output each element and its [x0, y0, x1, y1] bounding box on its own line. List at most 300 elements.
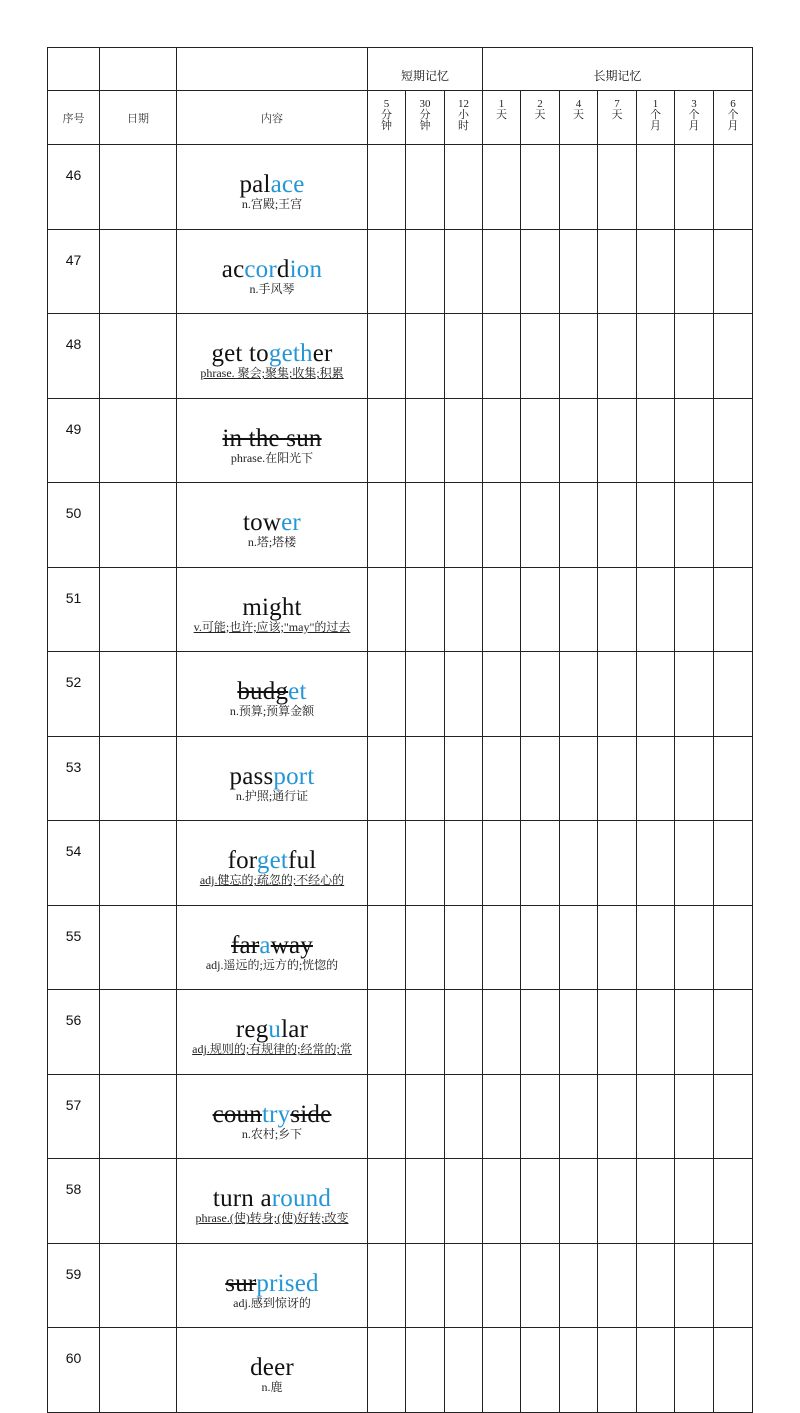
row-number: 57 — [48, 1074, 100, 1159]
review-checkbox-cell[interactable] — [598, 1074, 637, 1159]
interval-header-text: 时 — [458, 120, 470, 132]
vocabulary-word — [177, 1017, 367, 1043]
word-fragment: in the sun — [222, 424, 322, 452]
interval-header-text: 7 — [614, 98, 620, 110]
word-fragment: ace — [270, 171, 305, 199]
review-checkbox-cell[interactable] — [406, 145, 445, 230]
word-meaning: n.护照;通行证 — [235, 788, 309, 803]
review-checkbox-cell[interactable] — [483, 229, 521, 314]
word-cell — [177, 1159, 368, 1244]
interval-header-text: 天 — [534, 109, 546, 121]
word-fragment: sur — [225, 1269, 257, 1297]
review-checkbox-cell[interactable] — [483, 483, 521, 568]
header-blank — [177, 48, 368, 91]
row-number: 51 — [48, 567, 100, 652]
review-checkbox-cell[interactable] — [483, 1328, 521, 1413]
word-meaning: adj.健忘的;疏忽的;不经心的 — [199, 873, 345, 888]
vocabulary-word — [177, 1355, 367, 1381]
row-number: 48 — [48, 314, 100, 399]
table-row — [48, 821, 753, 906]
short-term-header: 短期记忆 — [368, 48, 483, 91]
review-checkbox-cell[interactable] — [406, 736, 445, 821]
review-checkbox-cell[interactable] — [637, 567, 675, 652]
word-cell — [177, 314, 368, 399]
date-cell[interactable] — [100, 1159, 177, 1244]
review-checkbox-cell[interactable] — [406, 314, 445, 399]
review-checkbox-cell[interactable] — [637, 736, 675, 821]
review-checkbox-cell[interactable] — [406, 483, 445, 568]
review-checkbox-cell[interactable] — [560, 736, 598, 821]
review-checkbox-cell[interactable] — [483, 1159, 521, 1244]
word-fragment: er — [281, 509, 301, 537]
interval-header-text: 个 — [650, 109, 662, 121]
interval-header — [368, 91, 406, 145]
review-checkbox-cell[interactable] — [675, 821, 714, 906]
word-fragment: might — [242, 593, 302, 621]
review-checkbox-cell[interactable] — [598, 567, 637, 652]
word-cell — [177, 483, 368, 568]
review-checkbox-cell[interactable] — [368, 1243, 406, 1328]
review-checkbox-cell[interactable] — [368, 229, 406, 314]
review-checkbox-cell[interactable] — [521, 145, 560, 230]
review-checkbox-cell[interactable] — [637, 229, 675, 314]
review-checkbox-cell[interactable] — [368, 990, 406, 1075]
review-checkbox-cell[interactable] — [521, 1328, 560, 1413]
word-cell — [177, 398, 368, 483]
review-checkbox-cell[interactable] — [445, 398, 483, 483]
table-row — [48, 1074, 753, 1159]
review-checkbox-cell[interactable] — [714, 567, 753, 652]
review-checkbox-cell[interactable] — [637, 1074, 675, 1159]
word-fragment: try — [261, 1100, 291, 1128]
table-row — [48, 145, 753, 230]
review-checkbox-cell[interactable] — [368, 1159, 406, 1244]
interval-header-text: 月 — [650, 120, 662, 132]
review-checkbox-cell[interactable] — [406, 1243, 445, 1328]
word-meaning: phrase.(使)转身;(使)好转;改变 — [195, 1211, 349, 1226]
review-checkbox-cell[interactable] — [637, 1159, 675, 1244]
vocabulary-word — [177, 595, 367, 621]
word-fragment: pal — [239, 171, 271, 199]
row-number: 54 — [48, 821, 100, 906]
review-checkbox-cell[interactable] — [714, 145, 753, 230]
review-checkbox-cell[interactable] — [445, 1074, 483, 1159]
review-checkbox-cell[interactable] — [598, 821, 637, 906]
word-fragment: et — [288, 678, 307, 706]
word-meaning: phrase. 聚会;聚集;收集;积累 — [200, 366, 344, 381]
review-checkbox-cell[interactable] — [521, 1159, 560, 1244]
review-checkbox-cell[interactable] — [483, 1243, 521, 1328]
table-row — [48, 398, 753, 483]
review-checkbox-cell[interactable] — [483, 145, 521, 230]
index-column-header: 序号 — [48, 91, 100, 145]
table-row — [48, 1159, 753, 1244]
word-cell — [177, 905, 368, 990]
date-cell[interactable] — [100, 652, 177, 737]
word-fragment: way — [270, 931, 313, 959]
word-meaning: n.塔;塔楼 — [247, 535, 297, 550]
review-checkbox-cell[interactable] — [598, 905, 637, 990]
review-checkbox-cell[interactable] — [637, 652, 675, 737]
word-meaning: n.宫殿;王宫 — [241, 197, 303, 212]
word-cell — [177, 229, 368, 314]
review-checkbox-cell[interactable] — [637, 398, 675, 483]
review-checkbox-cell[interactable] — [675, 145, 714, 230]
date-cell[interactable] — [100, 1074, 177, 1159]
word-cell — [177, 567, 368, 652]
review-checkbox-cell[interactable] — [560, 398, 598, 483]
review-checkbox-cell[interactable] — [521, 990, 560, 1075]
vocabulary-word — [177, 172, 367, 198]
review-checkbox-cell[interactable] — [368, 483, 406, 568]
interval-header-text: 5 — [383, 98, 390, 110]
interval-header-text: 12 — [458, 98, 470, 110]
review-checkbox-cell[interactable] — [521, 483, 560, 568]
review-checkbox-cell[interactable] — [637, 821, 675, 906]
review-checkbox-cell[interactable] — [521, 905, 560, 990]
review-checkbox-cell[interactable] — [406, 567, 445, 652]
review-checkbox-cell[interactable] — [483, 314, 521, 399]
review-checkbox-cell[interactable] — [406, 905, 445, 990]
review-checkbox-cell[interactable] — [598, 314, 637, 399]
interval-header-text: 6 — [730, 98, 736, 110]
word-fragment: round — [271, 1185, 332, 1213]
review-checkbox-cell[interactable] — [521, 314, 560, 399]
review-checkbox-cell[interactable] — [637, 905, 675, 990]
word-meaning: n.农村;乡下 — [241, 1126, 303, 1141]
review-checkbox-cell[interactable] — [598, 1328, 637, 1413]
row-number: 46 — [48, 145, 100, 230]
review-checkbox-cell[interactable] — [637, 314, 675, 399]
review-checkbox-cell[interactable] — [560, 821, 598, 906]
review-checkbox-cell[interactable] — [714, 314, 753, 399]
review-checkbox-cell[interactable] — [560, 314, 598, 399]
word-cell — [177, 1328, 368, 1413]
review-checkbox-cell[interactable] — [637, 483, 675, 568]
interval-header — [637, 91, 675, 145]
date-cell[interactable] — [100, 145, 177, 230]
review-checkbox-cell[interactable] — [675, 1074, 714, 1159]
review-checkbox-cell[interactable] — [675, 905, 714, 990]
review-checkbox-cell[interactable] — [714, 736, 753, 821]
review-checkbox-cell[interactable] — [560, 1074, 598, 1159]
word-meaning: adj.感到惊讶的 — [233, 1295, 311, 1310]
interval-header — [406, 91, 445, 145]
word-meaning: n.鹿 — [261, 1380, 283, 1395]
review-checkbox-cell[interactable] — [445, 314, 483, 399]
review-checkbox-cell[interactable] — [560, 1328, 598, 1413]
review-checkbox-cell[interactable] — [445, 1243, 483, 1328]
review-checkbox-cell[interactable] — [598, 398, 637, 483]
review-checkbox-cell[interactable] — [637, 990, 675, 1075]
review-checkbox-cell[interactable] — [445, 1328, 483, 1413]
review-checkbox-cell[interactable] — [637, 145, 675, 230]
word-fragment: u — [268, 1016, 282, 1044]
word-meaning: adj.规则的;有规律的;经常的;常 — [192, 1042, 352, 1057]
word-fragment: get — [256, 847, 289, 875]
word-fragment: er — [312, 340, 333, 368]
review-checkbox-cell[interactable] — [675, 1328, 714, 1413]
vocabulary-word — [177, 848, 367, 874]
word-cell — [177, 652, 368, 737]
word-fragment: coun — [212, 1100, 262, 1128]
word-cell — [177, 990, 368, 1075]
review-checkbox-cell[interactable] — [368, 1074, 406, 1159]
review-checkbox-cell[interactable] — [445, 483, 483, 568]
review-checkbox-cell[interactable] — [483, 821, 521, 906]
interval-header — [521, 91, 560, 145]
review-checkbox-cell[interactable] — [560, 990, 598, 1075]
interval-header-text: 钟 — [419, 120, 431, 132]
word-cell — [177, 1243, 368, 1328]
word-fragment: prised — [256, 1269, 319, 1297]
interval-header — [598, 91, 637, 145]
row-number: 60 — [48, 1328, 100, 1413]
row-number: 58 — [48, 1159, 100, 1244]
date-cell[interactable] — [100, 821, 177, 906]
review-checkbox-cell[interactable] — [368, 145, 406, 230]
date-cell[interactable] — [100, 567, 177, 652]
date-cell[interactable] — [100, 736, 177, 821]
review-checkbox-cell[interactable] — [445, 567, 483, 652]
review-checkbox-cell[interactable] — [483, 1074, 521, 1159]
review-checkbox-cell[interactable] — [714, 990, 753, 1075]
review-checkbox-cell[interactable] — [714, 229, 753, 314]
interval-header — [675, 91, 714, 145]
review-checkbox-cell[interactable] — [675, 567, 714, 652]
word-fragment: get to — [211, 340, 269, 368]
review-checkbox-cell[interactable] — [560, 483, 598, 568]
word-meaning: n.手风琴 — [249, 281, 295, 296]
interval-header-text: 天 — [573, 109, 585, 121]
review-checkbox-cell[interactable] — [445, 652, 483, 737]
date-cell[interactable] — [100, 314, 177, 399]
review-checkbox-cell[interactable] — [406, 229, 445, 314]
review-checkbox-cell[interactable] — [406, 398, 445, 483]
review-checkbox-cell[interactable] — [521, 567, 560, 652]
review-checkbox-cell[interactable] — [445, 905, 483, 990]
word-fragment: port — [273, 762, 315, 790]
review-checkbox-cell[interactable] — [598, 1159, 637, 1244]
word-fragment: on — [296, 255, 323, 283]
word-fragment: i — [289, 255, 297, 283]
review-checkbox-cell[interactable] — [675, 314, 714, 399]
vocabulary-word — [177, 1186, 367, 1212]
row-number: 59 — [48, 1243, 100, 1328]
review-checkbox-cell[interactable] — [483, 905, 521, 990]
review-checkbox-cell[interactable] — [483, 652, 521, 737]
review-checkbox-cell[interactable] — [368, 567, 406, 652]
vocabulary-word — [177, 764, 367, 790]
word-fragment: budg — [237, 678, 289, 706]
word-cell — [177, 1074, 368, 1159]
review-checkbox-cell[interactable] — [714, 1074, 753, 1159]
word-meaning: v.可能;也许;应该;"may"的过去 — [193, 619, 351, 634]
review-checkbox-cell[interactable] — [714, 1243, 753, 1328]
row-number: 49 — [48, 398, 100, 483]
review-checkbox-cell[interactable] — [368, 1328, 406, 1413]
interval-header — [714, 91, 753, 145]
table-row — [48, 567, 753, 652]
row-number: 50 — [48, 483, 100, 568]
review-checkbox-cell[interactable] — [675, 1159, 714, 1244]
review-checkbox-cell[interactable] — [598, 1243, 637, 1328]
review-checkbox-cell[interactable] — [560, 145, 598, 230]
row-number: 53 — [48, 736, 100, 821]
review-checkbox-cell[interactable] — [675, 229, 714, 314]
word-fragment: tow — [243, 509, 282, 537]
review-checkbox-cell[interactable] — [714, 1328, 753, 1413]
table-row — [48, 314, 753, 399]
word-fragment: pass — [229, 762, 274, 790]
review-checkbox-cell[interactable] — [521, 398, 560, 483]
content-column-header: 内容 — [177, 91, 368, 145]
long-term-header: 长期记忆 — [483, 48, 753, 91]
review-checkbox-cell[interactable] — [368, 736, 406, 821]
review-checkbox-cell[interactable] — [560, 1243, 598, 1328]
date-cell[interactable] — [100, 1243, 177, 1328]
review-checkbox-cell[interactable] — [445, 1159, 483, 1244]
vocabulary-word — [177, 510, 367, 536]
vocabulary-review-table — [47, 47, 753, 1413]
date-cell[interactable] — [100, 398, 177, 483]
review-checkbox-cell[interactable] — [714, 905, 753, 990]
review-checkbox-cell[interactable] — [598, 483, 637, 568]
review-checkbox-cell[interactable] — [483, 990, 521, 1075]
review-checkbox-cell[interactable] — [521, 1074, 560, 1159]
row-number: 56 — [48, 990, 100, 1075]
vocabulary-word — [177, 679, 367, 705]
review-checkbox-cell[interactable] — [675, 1243, 714, 1328]
review-checkbox-cell[interactable] — [598, 736, 637, 821]
row-number: 47 — [48, 229, 100, 314]
review-checkbox-cell[interactable] — [368, 905, 406, 990]
word-fragment: deer — [250, 1354, 294, 1382]
row-number: 52 — [48, 652, 100, 737]
interval-header — [483, 91, 521, 145]
word-fragment: d — [276, 255, 290, 283]
date-cell[interactable] — [100, 1328, 177, 1413]
review-checkbox-cell[interactable] — [368, 398, 406, 483]
review-checkbox-cell[interactable] — [521, 1243, 560, 1328]
review-checkbox-cell[interactable] — [560, 567, 598, 652]
date-cell[interactable] — [100, 229, 177, 314]
review-checkbox-cell[interactable] — [675, 736, 714, 821]
word-fragment: far — [231, 931, 260, 959]
review-checkbox-cell[interactable] — [714, 821, 753, 906]
vocabulary-word — [177, 1271, 367, 1297]
review-checkbox-cell[interactable] — [483, 567, 521, 652]
review-checkbox-cell[interactable] — [521, 229, 560, 314]
word-fragment: geth — [268, 340, 313, 368]
review-checkbox-cell[interactable] — [445, 229, 483, 314]
review-checkbox-cell[interactable] — [598, 652, 637, 737]
review-checkbox-cell[interactable] — [445, 145, 483, 230]
interval-header-text: 月 — [688, 120, 700, 132]
review-checkbox-cell[interactable] — [521, 652, 560, 737]
interval-header — [445, 91, 483, 145]
review-checkbox-cell[interactable] — [406, 1328, 445, 1413]
review-checkbox-cell[interactable] — [714, 1159, 753, 1244]
interval-header-text: 1 — [652, 98, 659, 110]
vocabulary-word — [177, 426, 367, 452]
row-number: 55 — [48, 905, 100, 990]
interval-header-text: 30 — [419, 98, 431, 110]
review-checkbox-cell[interactable] — [406, 1074, 445, 1159]
interval-header-text: 钟 — [381, 120, 392, 132]
word-fragment: ful — [288, 847, 317, 875]
word-fragment: for — [227, 847, 257, 875]
table-row — [48, 736, 753, 821]
review-checkbox-cell[interactable] — [598, 229, 637, 314]
review-checkbox-cell[interactable] — [675, 652, 714, 737]
word-meaning: n.预算;预算金额 — [229, 704, 315, 719]
review-checkbox-cell[interactable] — [714, 652, 753, 737]
review-checkbox-cell[interactable] — [714, 483, 753, 568]
review-checkbox-cell[interactable] — [445, 990, 483, 1075]
word-cell — [177, 821, 368, 906]
review-checkbox-cell[interactable] — [560, 905, 598, 990]
header-row-groups — [48, 48, 753, 91]
review-checkbox-cell[interactable] — [637, 1328, 675, 1413]
review-checkbox-cell[interactable] — [368, 821, 406, 906]
date-cell[interactable] — [100, 990, 177, 1075]
date-column-header: 日期 — [100, 91, 177, 145]
review-checkbox-cell[interactable] — [406, 1159, 445, 1244]
review-checkbox-cell[interactable] — [406, 990, 445, 1075]
word-fragment: lar — [281, 1016, 309, 1044]
review-checkbox-cell[interactable] — [406, 652, 445, 737]
review-checkbox-cell[interactable] — [675, 483, 714, 568]
review-checkbox-cell[interactable] — [521, 821, 560, 906]
word-cell — [177, 145, 368, 230]
interval-header-text: 月 — [727, 120, 739, 132]
review-checkbox-cell[interactable] — [445, 821, 483, 906]
review-checkbox-cell[interactable] — [560, 229, 598, 314]
review-checkbox-cell[interactable] — [560, 1159, 598, 1244]
review-checkbox-cell[interactable] — [483, 736, 521, 821]
review-checkbox-cell[interactable] — [521, 736, 560, 821]
review-checkbox-cell[interactable] — [598, 990, 637, 1075]
header-blank — [100, 48, 177, 91]
word-fragment: turn a — [212, 1185, 272, 1213]
table-row — [48, 483, 753, 568]
word-fragment: reg — [235, 1016, 269, 1044]
date-cell[interactable] — [100, 905, 177, 990]
review-checkbox-cell[interactable] — [406, 821, 445, 906]
interval-header-text: 4 — [575, 98, 582, 110]
review-checkbox-cell[interactable] — [675, 990, 714, 1075]
interval-header-text: 小 — [458, 109, 470, 121]
review-checkbox-cell[interactable] — [675, 398, 714, 483]
date-cell[interactable] — [100, 483, 177, 568]
word-cell — [177, 736, 368, 821]
header-blank — [48, 48, 100, 91]
review-checkbox-cell[interactable] — [598, 145, 637, 230]
review-checkbox-cell[interactable] — [483, 398, 521, 483]
review-checkbox-cell[interactable] — [637, 1243, 675, 1328]
review-checkbox-cell[interactable] — [714, 398, 753, 483]
table-row — [48, 990, 753, 1075]
review-checkbox-cell[interactable] — [560, 652, 598, 737]
table-row — [48, 652, 753, 737]
word-meaning: phrase.在阳光下 — [230, 450, 314, 465]
word-fragment: cor — [244, 255, 277, 283]
review-checkbox-cell[interactable] — [445, 736, 483, 821]
word-fragment: ac — [221, 255, 245, 283]
review-checkbox-cell[interactable] — [368, 314, 406, 399]
review-checkbox-cell[interactable] — [368, 652, 406, 737]
